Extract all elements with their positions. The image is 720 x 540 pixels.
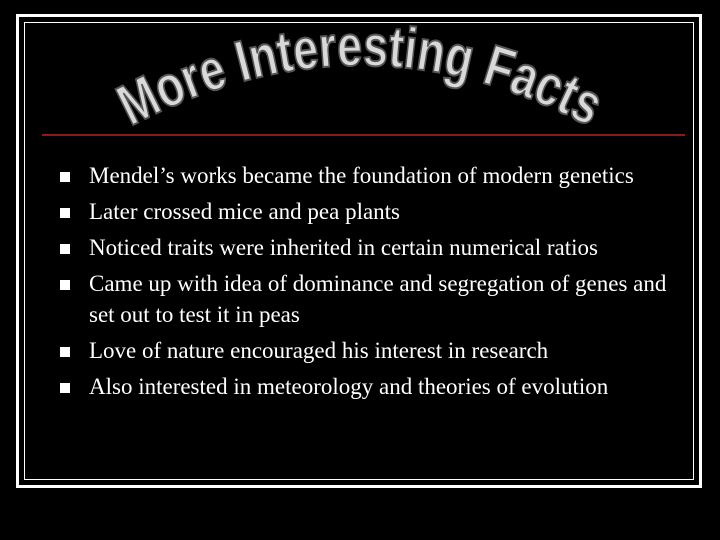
list-item — [60, 268, 680, 330]
square-bullet-icon — [60, 172, 70, 182]
list-item — [60, 335, 680, 366]
bullet-list — [60, 160, 680, 407]
square-bullet-icon — [60, 280, 70, 290]
list-item — [60, 371, 680, 402]
title-divider — [42, 134, 685, 136]
square-bullet-icon — [60, 347, 70, 357]
bullet-text: Love of nature encouraged his interest in research — [89, 338, 549, 363]
bullet-text: Noticed traits were inherited in certain numerical ratios — [89, 235, 598, 260]
list-item — [60, 232, 680, 263]
square-bullet-icon — [60, 208, 70, 218]
bullet-text: Came up with idea of dominance and segregation of genes and set out to test it in peas — [89, 271, 667, 327]
bullet-text: Also interested in meteorology and theories of evolution — [89, 374, 609, 399]
bullet-text: Later crossed mice and pea plants — [89, 199, 401, 224]
square-bullet-icon — [60, 244, 70, 254]
title-wordart-path-text: More Interesting Facts — [107, 13, 620, 142]
list-item — [60, 160, 680, 191]
square-bullet-icon — [60, 383, 70, 393]
list-item — [60, 196, 680, 227]
bullet-text: Mendel’s works became the foundation of modern genetics — [89, 163, 634, 188]
